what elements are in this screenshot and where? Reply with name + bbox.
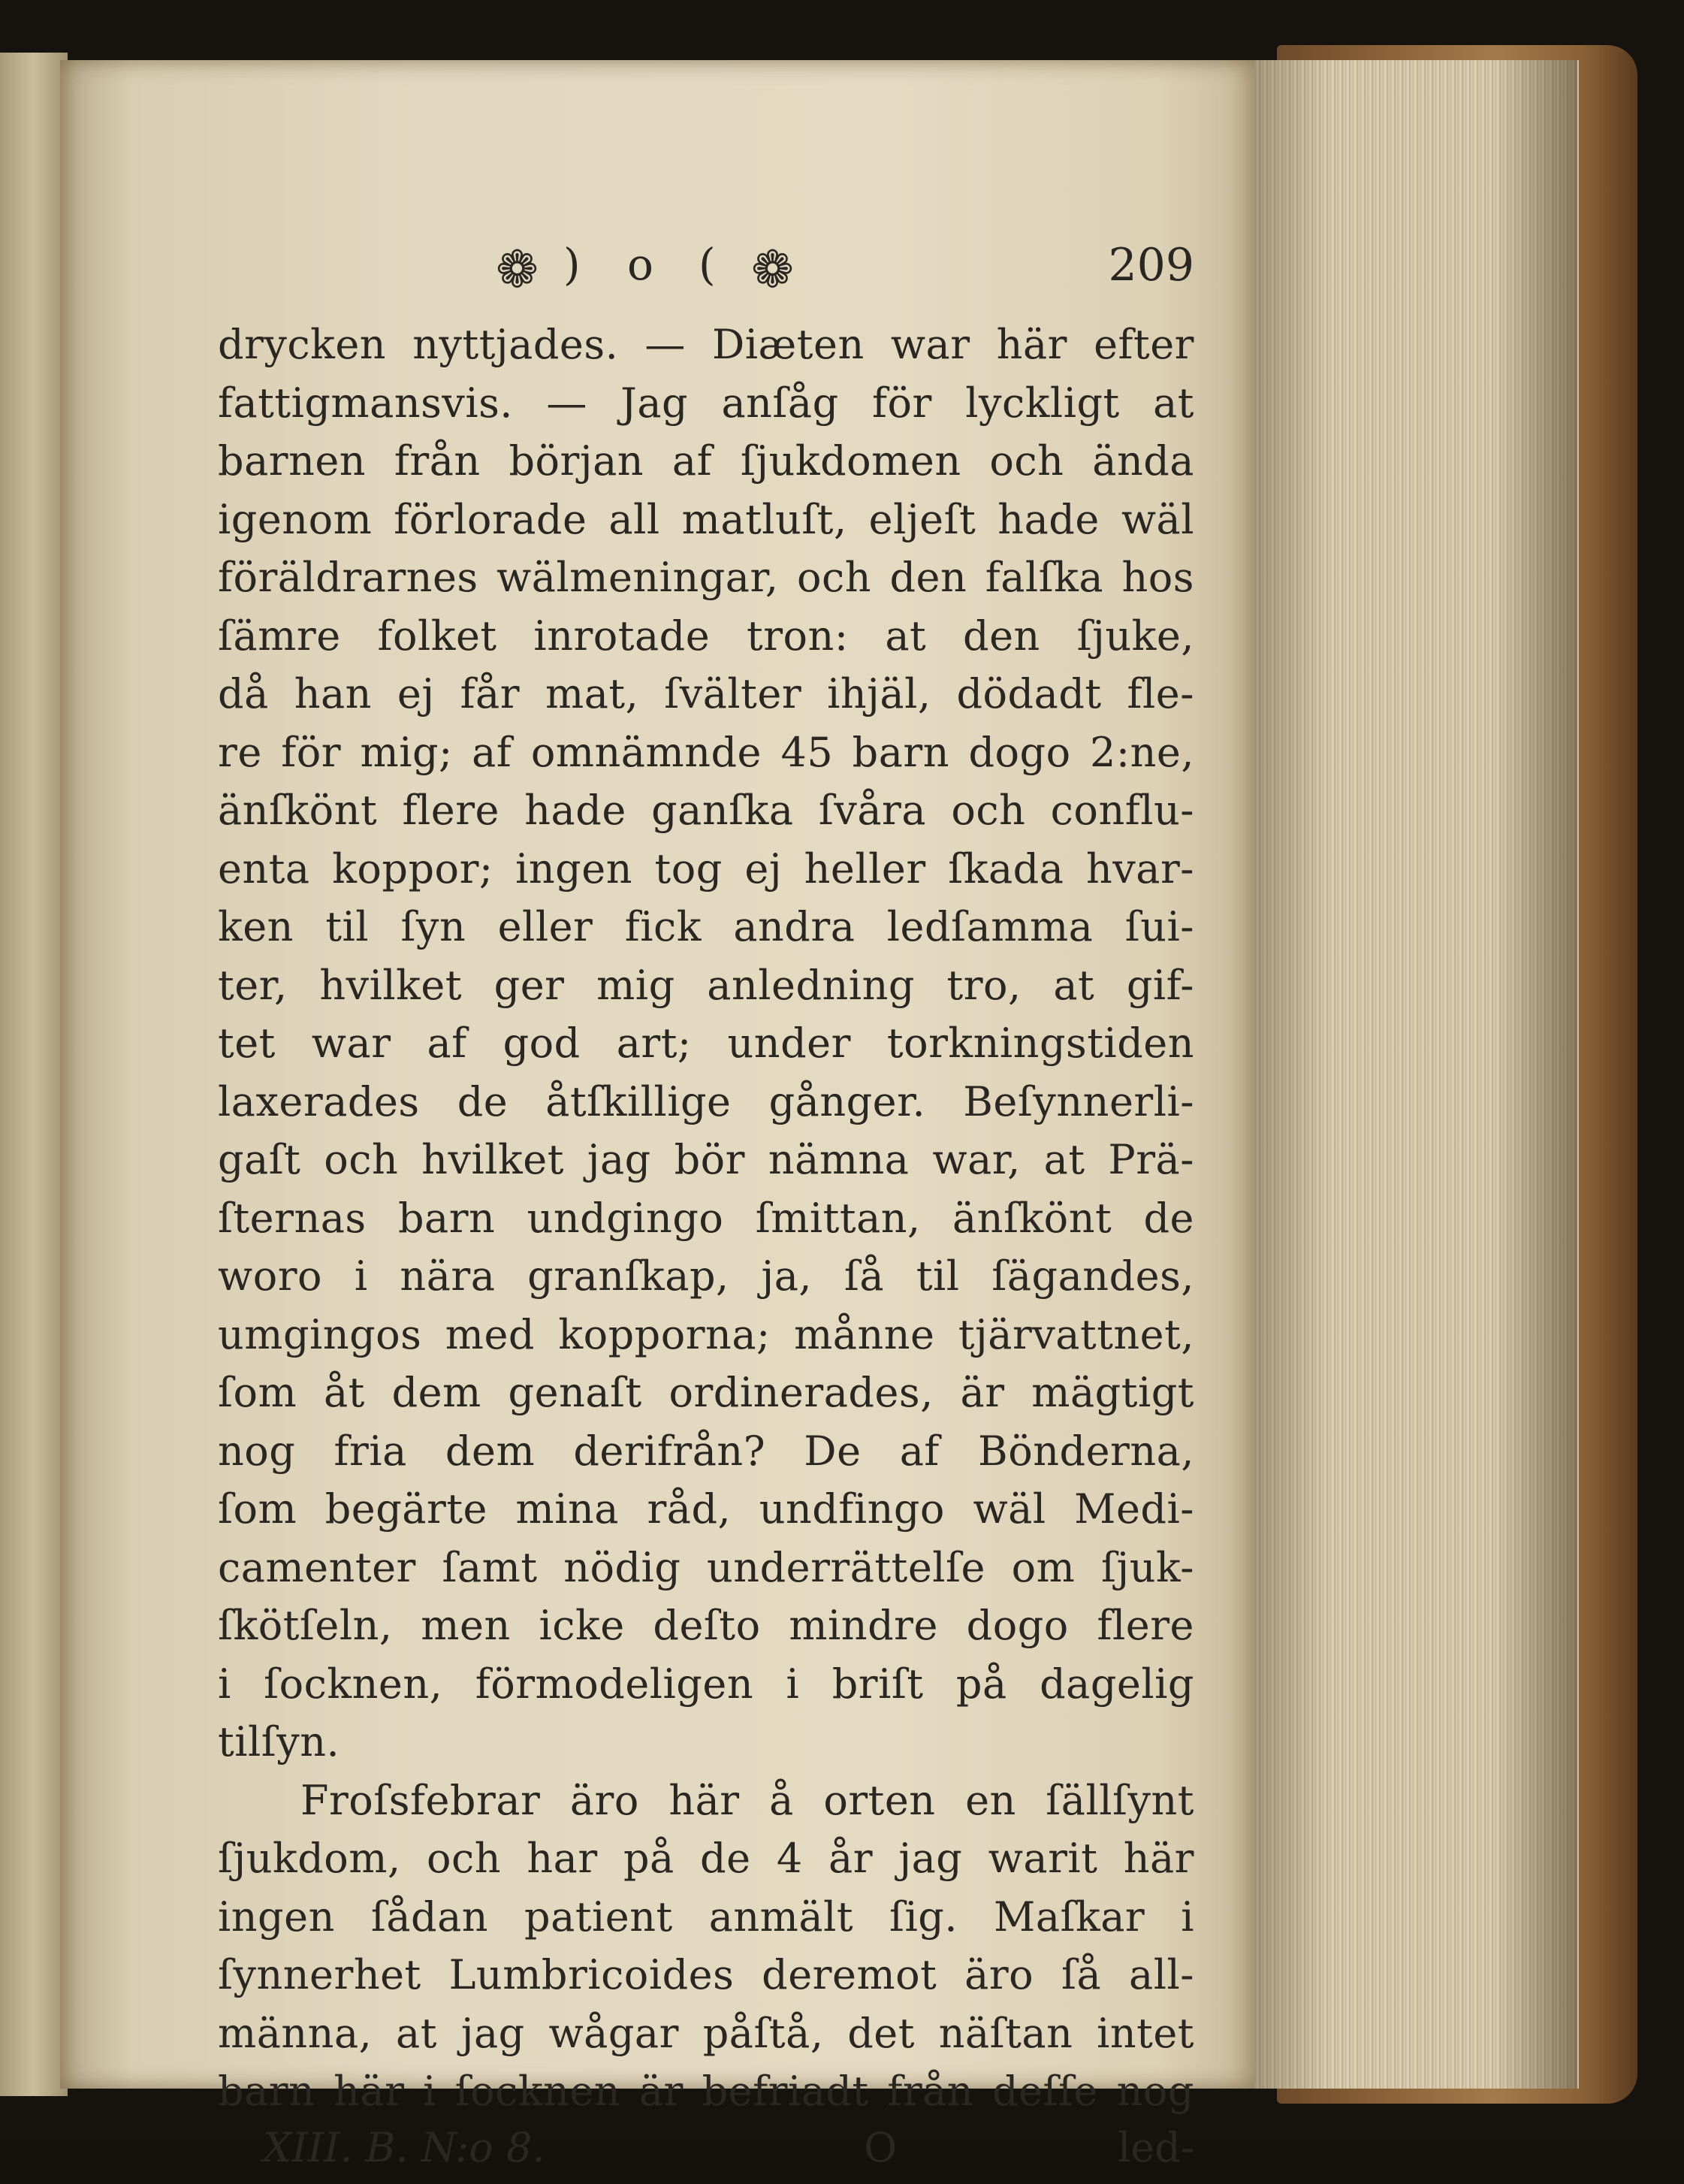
text-line: ſkötſeln, men icke deſto mindre dogo flere — [218, 1602, 1194, 1649]
text-line: laxerades de åtſkillige gånger. Beſynnerli- — [218, 1077, 1194, 1125]
text-line: nog fria dem derifrån? De af Bönderna, — [218, 1427, 1194, 1475]
text-line: ingen ſådan patient anmält ſig. Maſkar i — [218, 1892, 1194, 1941]
text-line: ſom begärte mina råd, undfingo wäl Medi- — [218, 1485, 1194, 1533]
text-line: ſom åt dem genaſt ordinerades, är mägtigt — [218, 1369, 1194, 1416]
page-block-shade — [1247, 60, 1577, 2089]
text-line: ſynnerhet Lumbricoides deremot äro ſå all- — [218, 1951, 1194, 1998]
facing-page-edge — [0, 53, 68, 2096]
text-line: tilſyn. — [218, 1718, 340, 1766]
text-line: umgingos med kopporna; månne tjärvattnet, — [218, 1310, 1194, 1358]
text-line: i ſocknen, förmodeligen i briſt på dagelig — [218, 1660, 1194, 1708]
text-line: ſämre folket inrotade tron: at den ſjuke, — [218, 612, 1194, 660]
page-footer — [218, 2124, 1194, 2184]
text-line: barn här i ſocknen är befriadt från deſſe nog — [218, 2068, 1194, 2115]
text-line: igenom förlorade all matluſt, eljeſt hade wäl — [218, 495, 1194, 543]
book-page — [60, 60, 1254, 2171]
page-content — [218, 225, 1194, 2184]
running-header — [218, 225, 1194, 316]
text-line: tet war af god art; under torkningstiden — [218, 1020, 1194, 1067]
text-line: fattigmansvis. — Jag anſåg för lyckligt at — [218, 379, 1194, 427]
header-circle: o — [627, 239, 653, 290]
text-line: männa, at jag wågar påſtå, det näſtan intet — [218, 2009, 1194, 2057]
header-paren-left: ) — [563, 239, 581, 290]
text-line: änſkönt flere hade ganſka ſvåra och conflu- — [218, 787, 1194, 834]
text-line: ſjukdom, och har på de 4 år jag warit här — [218, 1835, 1194, 1882]
header-paren-right: ( — [699, 239, 716, 290]
text-line: drycken nyttjades. — Diæten war här efter — [218, 321, 1194, 368]
catchword: led- — [1117, 2123, 1194, 2171]
text-line: re för mig; af omnämnde 45 barn dogo 2:ne, — [218, 728, 1194, 776]
text-line: camenter ſamt nödig underrättelſe om ſjuk- — [218, 1543, 1194, 1591]
text-line: då han ej får mat, ſvälter ihjäl, dödadt fle- — [218, 670, 1194, 717]
text-line: ter, hvilket ger mig anledning tro, at gif- — [218, 961, 1194, 1009]
text-line: gaſt och hvilket jag bör nämna war, at Prä- — [218, 1136, 1194, 1183]
ornament-right-icon: ❁ — [751, 240, 794, 300]
text-line: barnen från början af ſjukdomen och ända — [218, 437, 1194, 485]
text-line: woro i nära granſkap, ja, ſå til ſägandes, — [218, 1252, 1194, 1300]
signature-mark: XIII. B. N:o 8. — [263, 2123, 545, 2171]
ornament-left-icon: ❁ — [496, 240, 539, 300]
text-line: Froſsfebrar äro här å orten en ſällſynt — [300, 1776, 1194, 1824]
text-line: enta koppor; ingen tog ej heller ſkada hvar- — [218, 844, 1194, 893]
text-line: ſternas barn undgingo ſmittan, änſkönt de — [218, 1194, 1194, 1242]
text-line: föräldrarnes wälmeningar, och den falſka hos — [218, 554, 1194, 601]
page-number: 209 — [1108, 239, 1194, 292]
body-text — [218, 316, 1194, 2121]
sheet-mark: O — [864, 2123, 898, 2171]
text-line: ken til ſyn eller fick andra ledſamma ſui- — [218, 903, 1194, 950]
